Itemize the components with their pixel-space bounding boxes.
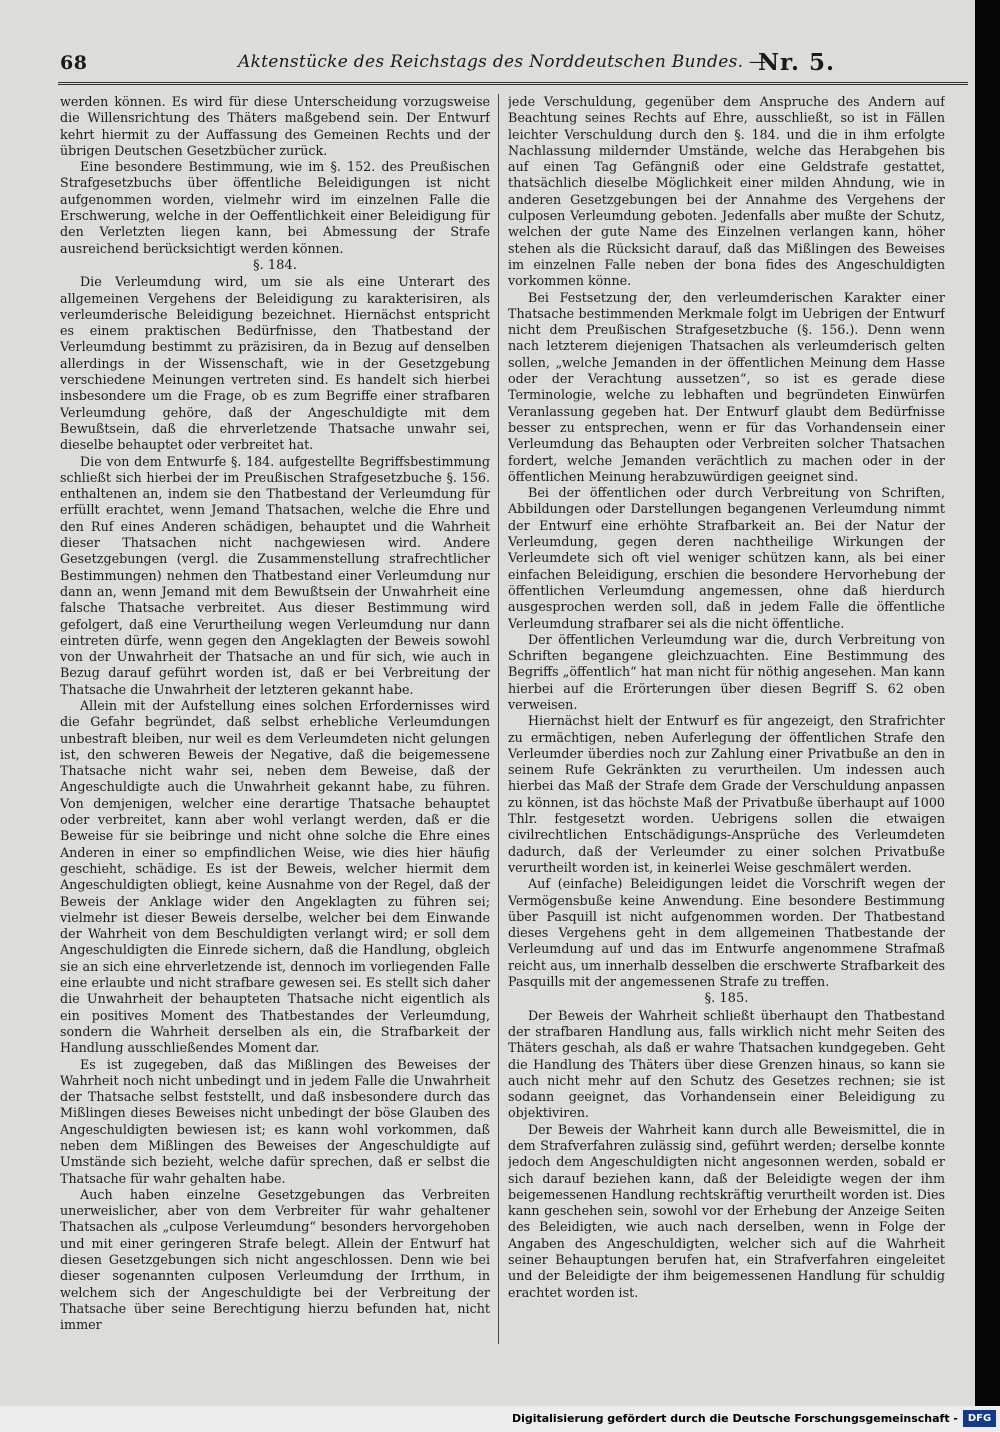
paragraph: Bei Festsetzung der, den verleumderischen Karakter einer Thatsache bestimmenden Merkmale folgt im Uebrigen der Entwurf nicht dem Preußischen Strafgesetzbuche (§. 156.). Denn wenn nach letzterem diejenigen Thatsachen als verleumderisch gelten sollen, „welche Jemanden in der öffentlichen Meinung dem Hasse oder der Verachtung aussetzen“, so ist es gerade diese Terminologie, welche zu lebhaften und begründeten Einwürfen Veranlassung gegeben hat. Der Entwurf glaubt dem Bedürfnisse besser zu entsprechen, wenn er für das Vorhandensein einer Verleumdung das Behaupten oder Verbreiten solcher Thatsachen fordert, welche Jemanden verächtlich zu machen oder in der öffentlichen Meinung herabzuwürdigen geeignet sind. xyxy=(508,289,945,484)
paragraph: jede Verschuldung, gegenüber dem Anspruche des Andern auf Beachtung seines Rechts auf Ehre, ausschließt, so ist in Fällen leichter Verschuldung durch den §. 184. und die in ihm erfolgte Nachlassung mildernder Umstände, welche das Herabgehen bis auf einen Tag Gefängniß oder eine Geldstrafe gestattet, thatsächlich dieselbe Möglichkeit einer milden Ahndung, wie in anderen Gesetzgebungen bei der Annahme des Vergehens der culposen Verleumdung geboten. Jedenfalls aber mußte der Schutz, welchen der gute Name des Einzelnen verlangen kann, höher stehen als die Rücksicht darauf, daß das Mißlingen des Beweises im einzelnen Falle neben der bona fides des Angeschuldigten vorkommen könne. xyxy=(508,94,945,289)
dfg-logo: DFG xyxy=(963,1410,996,1427)
paragraph: Der Beweis der Wahrheit kann durch alle Beweismittel, die in dem Strafverfahren zulässig sind, geführt werden; derselbe konnte jedoch dem Angeschuldigten nicht angesonnen werden, sobald er sich darauf beziehen kann, daß der Beleidigte wegen der ihm beigemessenen Handlung rechtskräftig verurtheilt worden ist. Dies kann geschehen sein, sowohl vor der Erhebung der Anzeige Seiten des Beleidigten, wie auch nach derselben, wenn in Folge der Angaben des Angeschuldigten, welcher sich auf die Wahrheit seiner Behauptungen berufen hat, ein Strafverfahren eingeleitet und der Beleidigte der ihm beigemessenen Handlung für schuldig erachtet worden ist. xyxy=(508,1121,945,1300)
paragraph: Die von dem Entwurfe §. 184. aufgestellte Begriffsbestimmung schließt sich hierbei der im Preußischen Strafgesetzbuche §. 156. enthaltenen an, indem sie den Thatbestand der Verleumdung für erfüllt erachtet, wenn Jemand Thatsachen, welche die Ehre und den Ruf eines Anderen schädigen, behauptet und die Wahrheit dieser Thatsachen nicht nachgewiesen wird. Andere Gesetzgebungen (vergl. die Zusammenstellung strafrechtlicher Bestimmungen) nehmen den Thatbestand einer Verleumdung nur dann an, wenn Jemand mit dem Bewußtsein der Unwahrheit eine falsche Thatsache verbreitet. Aus dieser Bestimmung wird gefolgert, daß eine Verurtheilung wegen Verleumdung nur dann eintreten dürfe, wenn gegen den Angeklagten der Beweis sowohl von der Unwahrheit der Thatsache an und für sich, wie auch in Bezug darauf geführt worden ist, daß er bei Verbreitung der Thatsache die Unwahrheit der letzteren gekannt habe. xyxy=(60,453,490,697)
column-divider xyxy=(498,94,499,1344)
header-rule xyxy=(58,82,968,85)
paragraph: Bei der öffentlichen oder durch Verbreitung von Schriften, Abbildungen oder Darstellungen begangenen Verleumdung nimmt der Entwurf eine erhöhte Strafbarkeit an. Bei der Natur der Verleumdung, gegen deren nachtheilige Wirkungen der Verleumdete sich oft viel weniger schützen kann, als bei einer einfachen Beleidigung, erschien die besondere Hervorhebung der öffentlichen Verleumdung angemessen, ohne daß hierdurch ausgesprochen werden soll, daß in jedem Falle die öffentliche Verleumdung strafbarer sei als die nicht öffentliche. xyxy=(508,485,945,631)
paragraph: Hiernächst hielt der Entwurf es für angezeigt, den Strafrichter zu ermächtigen, neben Auferlegung der öffentlichen Strafe den Verleumder überdies noch zur Zahlung einer Privatbuße an den in seinem Rufe Gekränkten zu verurtheilen. Um indessen auch hierbei das Maß der Strafe dem Grade der Verschuldung anpassen zu können, ist das höchste Maß der Privatbuße überhaupt auf 1000 Thlr. festgesetzt worden. Uebrigens sollen die etwaigen civilrechtlichen Entschädigungs-Ansprüche des Verleumdeten dadurch, daß der Verleumder zu einer solchen Privatbuße verurtheilt worden ist, in keinerlei Weise geschmälert werden. xyxy=(508,713,945,875)
paragraph: Auf (einfache) Beleidigungen leidet die Vorschrift wegen der Vermögensbuße keine Anwendung. Eine besondere Bestimmung über Pasquill ist nicht aufgenommen worden. Der Thatbestand dieses Vergehens geht in dem allgemeinen Thatbestande der Verleumdung auf und das im Entwurfe angenommene Strafmaß reicht aus, um innerhalb desselben die erschwerte Strafbarkeit des Pasquills mit der angemessenen Strafe zu treffen. xyxy=(508,876,945,990)
paragraph: Auch haben einzelne Gesetzgebungen das Verbreiten unerweislicher, aber von dem Verbreiter für wahr gehaltener Thatsachen als „culpose Verleumdung“ besonders hervorgehoben und mit einer geringeren Strafe belegt. Allein der Entwurf hat diesen Gesetzgebungen sich nicht angeschlossen. Denn wie bei dieser sogenannten culposen Verleumdung der Irrthum, in welchem sich der Angeschuldigte bei der Verbreitung der Thatsache über seine Berechtigung hierzu befunden hat, nicht immer xyxy=(60,1186,490,1333)
funding-note: Digitalisierung gefördert durch die Deutsche Forschungsgemeinschaft - xyxy=(511,1412,958,1425)
paragraph: Eine besondere Bestimmung, wie im §. 152. des Preußischen Strafgesetzbuchs über öffentliche Beleidigungen ist nicht aufgenommen worden, vielmehr wird im einzelnen Falle die Erschwerung, welche in der Oeffentlichkeit einer Beleidigung für den Verletzten liegen kann, bei Abmessung der Strafe ausreichend berücksichtigt werden können. xyxy=(60,159,490,256)
running-header xyxy=(60,48,966,80)
paragraph: Es ist zugegeben, daß das Mißlingen des Beweises der Wahrheit noch nicht unbedingt und in jedem Falle die Unwahrheit der Thatsache selbst feststellt, und daß insbesondere durch das Mißlingen dieses Beweises nicht unbedingt der böse Glauben des Angeschuldigten bewiesen ist; es kann wohl vorkommen, daß neben dem Mißlingen des Beweises der Angeschuldigte auf Umstände sich bezieht, welche dafür sprechen, daß er selbst die Thatsache für wahr gehalten habe. xyxy=(60,1056,490,1186)
issue-number: Nr. 5. xyxy=(758,49,836,76)
running-title: Aktenstücke des Reichstags des Norddeutschen Bundes. — xyxy=(238,52,767,72)
right-column xyxy=(508,94,945,1414)
paragraph: Die Verleumdung wird, um sie als eine Unterart des allgemeinen Vergehens der Beleidigung zu karakterisiren, als verleumderische Beleidigung bezeichnet. Hiernächst entspricht es einem praktischen Bedürfnisse, den Thatbestand der Verleumdung bestimmt zu präzisiren, da in Bezug auf denselben allerdings in der Wissenschaft, wie in der Gesetzgebung verschiedene Meinungen vertreten sind. Es handelt sich hierbei insbesondere um die Frage, ob es zum Begriffe einer strafbaren Verleumdung gehöre, daß der Angeschuldigte mit dem Bewußtsein, daß die ehrverletzende Thatsache unwahr sei, dieselbe behauptet oder verbreitet hat. xyxy=(60,274,490,453)
section-heading-184: §. 184. xyxy=(253,257,297,273)
paragraph: werden können. Es wird für diese Unterscheidung vorzugsweise die Willensrichtung des Thäters maßgebend sein. Der Entwurf kehrt hiermit zu der Auffassung des Gemeinen Rechts und der übrigen Deutschen Gesetzbücher zurück. xyxy=(60,94,490,158)
page-number: 68 xyxy=(60,52,88,74)
section-heading-185: §. 185. xyxy=(704,991,749,1007)
paragraph: Der öffentlichen Verleumdung war die, durch Verbreitung von Schriften begangene gleichzuachten. Eine Bestimmung des Begriffs „öffentlich“ hat man nicht für nöthig angesehen. Man kann hierbei auf die Erörterungen über diesen Begriff S. 62 oben verweisen. xyxy=(508,631,945,712)
paragraph: Allein mit der Aufstellung eines solchen Erfordernisses wird die Gefahr begründet, daß selbst erhebliche Verleumdungen unbestraft bleiben, nur weil es dem Verleumdeten nicht gelungen ist, den schweren Beweis der Negative, daß die beigemessene Thatsache nicht wahr sei, neben dem Beweise, daß der Angeschuldigte auch die Unwahrheit gekannt habe, zu führen. Von demjenigen, welcher eine derartige Thatsache behauptet oder verbreitet, kann aber wohl verlangt werden, daß er die Beweise für sie beibringe und nicht ohne solche die Ehre eines Anderen in einer so empfindlichen Weise, wie dies hier häufig geschieht, schädige. Es ist der Beweis, welcher hiermit dem Angeschuldigten obliegt, keine Ausnahme von der Regel, daß der Beweis der Anklage wider den Angeklagten zu führen sei; vielmehr ist dieser Beweis derselbe, welcher bei dem Einwande der Wahrheit von dem Beschuldigten verlangt wird; er soll dem Angeschuldigten die Einrede sichern, daß die Handlung, obgleich sie an sich eine ehrverletzende ist, dennoch im vorliegenden Falle eine erlaubte und nicht strafbare gewesen sei. Es stellt sich daher die Unwahrheit der behaupteten Thatsache nicht eigentlich als ein positives Moment des Thatbestandes der Verleumdung, sondern die Wahrheit derselben als ein, die Strafbarkeit der Handlung ausschließendes Moment dar. xyxy=(60,697,490,1056)
left-column xyxy=(60,94,490,1414)
digitization-footer xyxy=(0,1406,1000,1432)
scan-edge xyxy=(975,0,1000,1432)
paragraph: Der Beweis der Wahrheit schließt überhaupt den Thatbestand der strafbaren Handlung aus, falls wirklich nicht mehr Seiten des Thäters geschah, als daß er wahre Thatsachen kundgegeben. Geht die Handlung des Thäters über diese Grenzen hinaus, so kann sie auch nicht mehr auf den Schutz des Gesetzes rechnen; sie ist sodann geeignet, das Vorhandensein einer Beleidigung zu objektiviren. xyxy=(508,1007,945,1121)
